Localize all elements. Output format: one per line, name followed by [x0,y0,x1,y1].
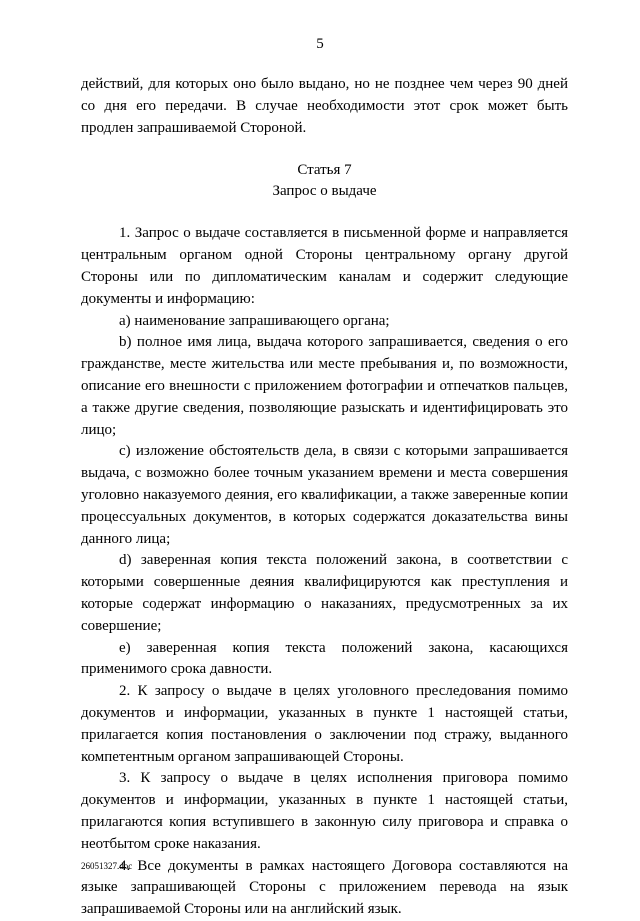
page-number: 5 [316,36,324,52]
continuation-paragraph: действий, для которых оно было выдано, но не позднее чем через 90 дней со дня его передачи. В случае необходимости этот срок может быть продлен запрашиваемой Стороной. [81,76,568,136]
subparagraph-a: а) наименование запрашивающего органа; [119,312,390,329]
footer-filename: 26051327.doc [81,861,133,871]
article-heading [81,160,568,202]
paragraph-2: 2. К запросу о выдаче в целях уголовного преследования помимо документов и информации, указанных в пункте 1 настоящей статьи, прилагается копия постановления о заключении под стражу, выданного компетентным органом запрашивающей Стороны. [81,683,568,765]
paragraph-3: 3. К запросу о выдаче в целях исполнения приговора помимо документов и информации, указанных в пункте 1 настоящей статьи, прилагаются копия вступившего в законную силу приговора и справка о неотбытом сроке наказания. [81,770,568,852]
paragraph-1: 1. Запрос о выдаче составляется в письменной форме и направляется центральным органом одной Стороны центральному органу другой Стороны или по дипломатическим каналам и содержит следующие документы и информацию: [81,225,568,307]
subparagraph-c: c) изложение обстоятельств дела, в связи с которыми запрашивается выдача, с возможно более точным указанием времени и места совершения уголовно наказуемого деяния, его квалификации, а также заверенные копии процессуальных документов, в которых содержатся доказательства вины данного лица; [81,443,568,547]
subparagraph-e: е) заверенная копия текста положений закона, касающихся применимого срока давности. [81,639,568,678]
subparagraph-d: d) заверенная копия текста положений закона, в соответствии с которыми совершенные деяния квалифицируются как преступления и которые содержат информацию о наказаниях, предусмотренных за их совершение; [81,552,568,634]
article-number: Статья 7 [297,162,352,179]
document-body [81,74,568,921]
spacer [81,202,568,223]
subparagraph-b: b) полное имя лица, выдача которого запрашивается, сведения о его гражданстве, месте жительства или месте пребывания и, по возможности, описание его внешности с приложением фотографии и отпечатков пальцев, а также другие сведения, позволяющие разыскать и идентифицировать это лицо; [81,334,568,438]
article-title: Запрос о выдаче [272,183,377,200]
paragraph-4: 4. Все документы в рамках настоящего Договора составляются на языке запрашивающей Стороны с приложением перевода на язык запрашиваемой Стороны или на английский язык. [81,857,568,918]
